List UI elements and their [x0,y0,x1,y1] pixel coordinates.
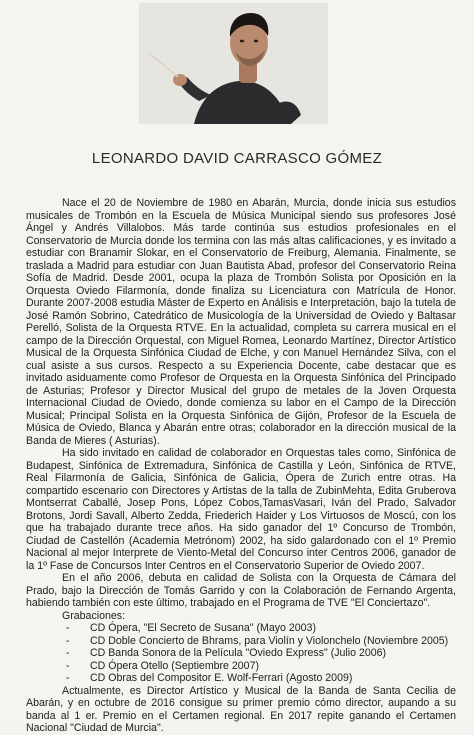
list-dash: - [66,622,70,634]
list-dash: - [66,659,70,672]
recording-title: CD Banda Sonora de la Película "Oviedo Express" (Julio 2006) [90,647,387,659]
conductor-photo-illustration [139,3,328,124]
page-title: LEONARDO DAVID CARRASCO GÓMEZ [91,150,383,167]
list-dash: - [66,672,70,684]
biography-body [26,197,456,735]
biography-paragraph: Nace el 20 de Noviembre de 1980 en Abarán, Murcia, donde inicia sus estudios musicales de Trombón en la Escuela de Música Municipal siendo sus profesores José Ángel y Andrés Villalobos. Más tarde continúa sus estudios profesionales en el Conservatorio de Murcia donde los termina con las más altas calificaciones, y es invitado a estudiar con Branamir Slokar, en el Conservatorio de Freiburg, Alemania. Finalmente, se traslada a Madrid para estudiar con Juan Bautista Abad, profesor del Conservatorio Reina Sofía de Madrid. Desde 2001, ocupa la plaza de Trombón Solista por Oposición en la Orquesta Oviedo Filarmonía, donde finaliza su Licenciatura con Matrícula de Honor. Durante 2007-2008 estudia Máster de Experto en Análisis e Interpretación, bajo la tutela de José Ramón Sobrino, Catedrático de Musicología de la Universidad de Oviedo y Baltasar Perelló, Solista de la Orquesta RTVE. En la actualidad, completa su carrera musical en el campo de la Dirección Orquestal, con Miguel Romea, Leonardo Martínez, Director Artístico Musical de la Orquesta Sinfónica Ciudad de Elche, y con Manuel Hernández Silva, con el cual asiste a sus cursos. Respecto a su Experiencia Docente, cabe destacar que es invitado asiduamente como Profesor de Orquesta en la Orquesta Sinfónica del Principado de Asturias; Profesor y Director Musical del grupo de metales de la Joven Orquesta Internacional Ciudad de Oviedo, donde comienza su labor en el Campo de la Dirección Musical; Principal Solista en la Orquesta Sinfónica de Gijón, Profesor de la Escuela de Música de Oviedo, Blanca y Abarán entre otras; colaborador en la dirección musical de la Banda de Mieres ( Asturias). [26,197,456,447]
recording-title: CD Doble Concierto de Bhrams, para Violín y Violonchelo (Noviembre 2005) [90,634,449,647]
recordings-heading: Grabaciones: [62,609,126,622]
list-item [26,672,456,685]
closing-paragraph: Actualmente, es Director Artístico y Musical de la Banda de Santa Cecilia de Abarán, y en octubre de 2016 consigue su primer premio cómo director, aupando a su banda al 1 er. Premio en el Certamen regional. En 2017 repite ganando el Certamen Nacional "Ciudad de Murcia". [26,684,456,734]
list-item [26,660,456,673]
recording-title: CD Ópera, "El Secreto de Susana" (Mayo 2003) [90,622,316,634]
biography-paragraph: Ha sido invitado en calidad de colaborador en Orquestas tales como, Sinfónica de Budapest, Sinfónica de Extremadura, Sinfónica de Castilla y León, Sinfónica de RTVE, Real Filarmonía de Galicia, Sinfónica de Galicia, Ópera de Zurich entre otras. Ha compartido escenario con Directores y Artistas de la talla de ZubinMehta, Edita Gruberova Montserrat Caballé, Josep Pons, López Cobos,TamasVasari, Iván del Prado, Salvador Brotons, Jordi Savall, Alberto Zedda, Friederich Haider y Los Virtuosos de Moscú, con los que ha trabajado durante trece años. Ha sido ganador del 1º Concurso de Trombón, Ciudad de Castellón (Academia Metrónom) 2002, ha sido galardonado con el 1º Premio Nacional al mejor Interprete de Viento-Metal del Concurso inter Centros 2006, ganador de la 1º Fase de Concursos Inter Centros en el Conservatorio Superior de Oviedo 2007. [26,447,456,572]
recording-title: CD Ópera Otello (Septiembre 2007) [90,659,259,672]
list-item [26,647,456,660]
list-item [26,622,456,635]
list-dash: - [66,634,70,647]
recordings-list [26,622,456,685]
list-item [26,635,456,648]
biography-paragraph: En el año 2006, debuta en calidad de Solista con la Orquesta de Cámara del Prado, bajo la Dirección de Tomás Garrido y con la Colaboración de Fernando Argenta, habiendo también con este último, trabajado en el Programa de TVE "El Conciertazo". [26,572,456,609]
recording-title: CD Obras del Compositor E. Wolf-Ferrari (Agosto 2009) [90,672,353,684]
conductor-photo [139,3,328,124]
list-dash: - [66,647,70,659]
